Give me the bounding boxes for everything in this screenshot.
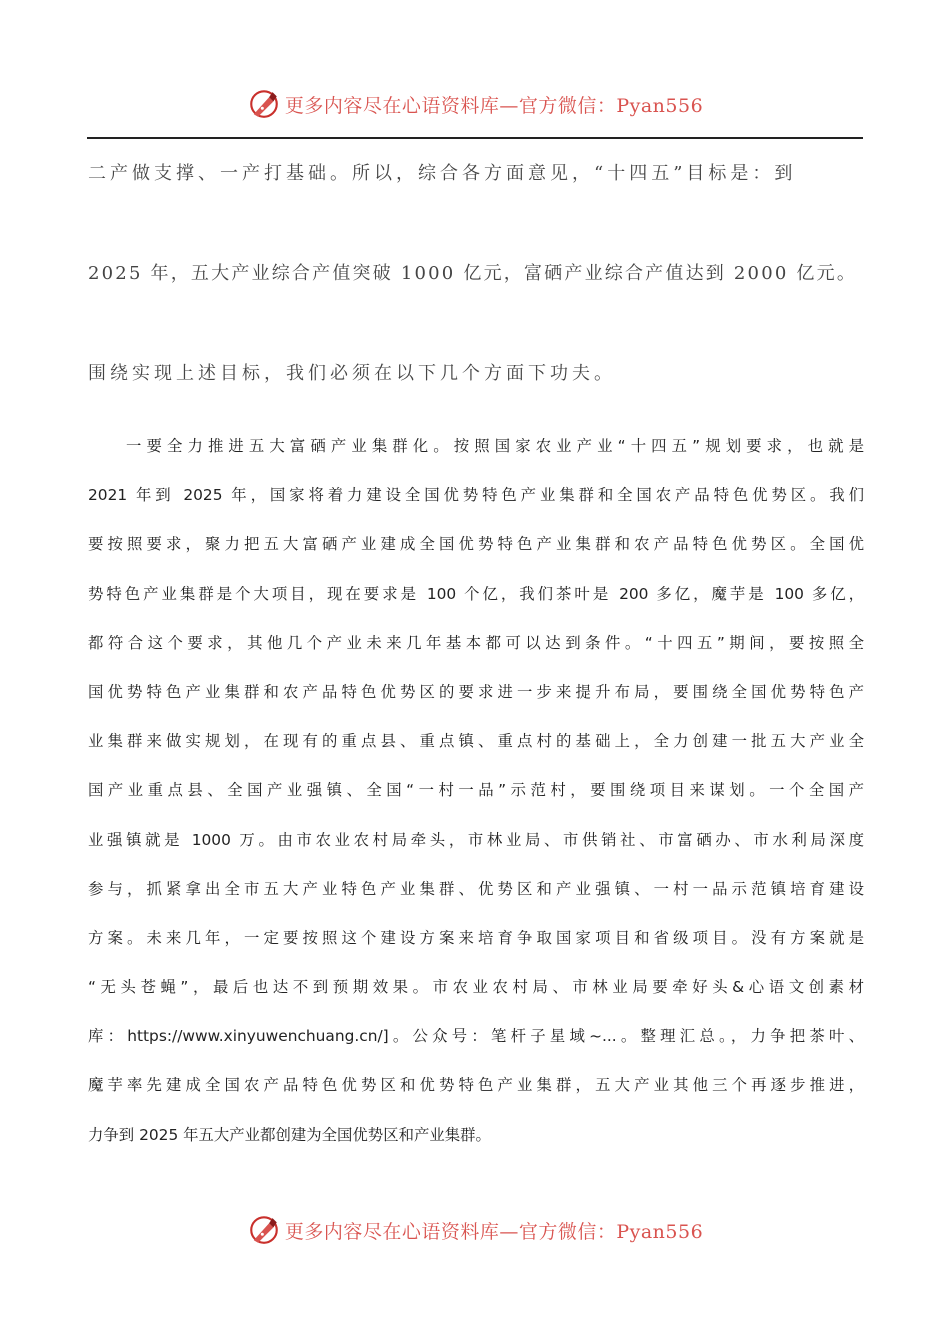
body-line: 参与，抓紧拿出全市五大产业特色产业集群、优势区和产业强镇、一村一品示范镇培育建设 xyxy=(88,879,864,898)
header-banner xyxy=(0,84,950,124)
pen-nib-logo-icon xyxy=(247,1213,281,1247)
pen-nib-logo-icon xyxy=(247,87,281,121)
body-line: 国产业重点县、全国产业强镇、全国“一村一品”示范村，要围绕项目来谋划。一个全国产 xyxy=(88,781,864,800)
body-line: 库：https://www.xinyuwenchuang.cn/]。公众号：笔杆子星域~...。整理汇总。，力争把茶叶、 xyxy=(88,1027,864,1046)
body-line: 2021 年到 2025 年，国家将着力建设全国优势特色产业集群和全国农产品特色优势区。我们 xyxy=(88,486,864,505)
paragraph-line: 围绕实现上述目标，我们必须在以下几个方面下功夫。 xyxy=(88,363,616,384)
body-line: 国优势特色产业集群和农产品特色优势区的要求进一步来提升布局，要围绕全国优势特色产 xyxy=(88,682,864,701)
footer-banner-text: 更多内容尽在心语资料库—官方微信：Pyan556 xyxy=(284,1220,704,1243)
paragraph-line: 二产做支撑、一产打基础。所以，综合各方面意见，“十四五”目标是：到 xyxy=(88,163,797,184)
body-paragraph xyxy=(88,428,864,1166)
header-divider xyxy=(87,137,863,139)
body-line: 力争到 2025 年五大产业都创建为全国优势区和产业集群。 xyxy=(88,1125,491,1144)
footer-banner xyxy=(0,1210,950,1250)
body-line: “无头苍蝇”，最后也达不到预期效果。市农业农村局、市林业局要牵好头&心语文创素材 xyxy=(88,978,864,997)
header-banner-text: 更多内容尽在心语资料库—官方微信：Pyan556 xyxy=(284,94,704,117)
body-line: 方案。未来几年，一定要按照这个建设方案来培育争取国家项目和省级项目。没有方案就是 xyxy=(88,928,864,947)
body-line: 业集群来做实规划，在现有的重点县、重点镇、重点村的基础上，全力创建一批五大产业全 xyxy=(88,732,864,751)
paragraph-line: 2025 年，五大产业综合产值突破 1000 亿元，富硒产业综合产值达到 2000 亿元。 xyxy=(88,263,858,284)
body-line: 都符合这个要求，其他几个产业未来几年基本都可以达到条件。“十四五”期间，要按照全 xyxy=(88,633,864,652)
body-line: 势特色产业集群是个大项目，现在要求是 100 个亿，我们茶叶是 200 多亿，魔芋是 100 多亿， xyxy=(88,584,864,603)
body-line: 魔芋率先建成全国农产品特色优势区和优势特色产业集群，五大产业其他三个再逐步推进， xyxy=(88,1076,864,1095)
body-line: 要按照要求，聚力把五大富硒产业建成全国优势特色产业集群和农产品特色优势区。全国优 xyxy=(88,535,864,554)
body-line: 业强镇就是 1000 万。由市农业农村局牵头，市林业局、市供销社、市富硒办、市水利局深度 xyxy=(88,830,864,849)
body-line: 一要全力推进五大富硒产业集群化。按照国家农业产业“十四五”规划要求，也就是 xyxy=(126,437,864,455)
